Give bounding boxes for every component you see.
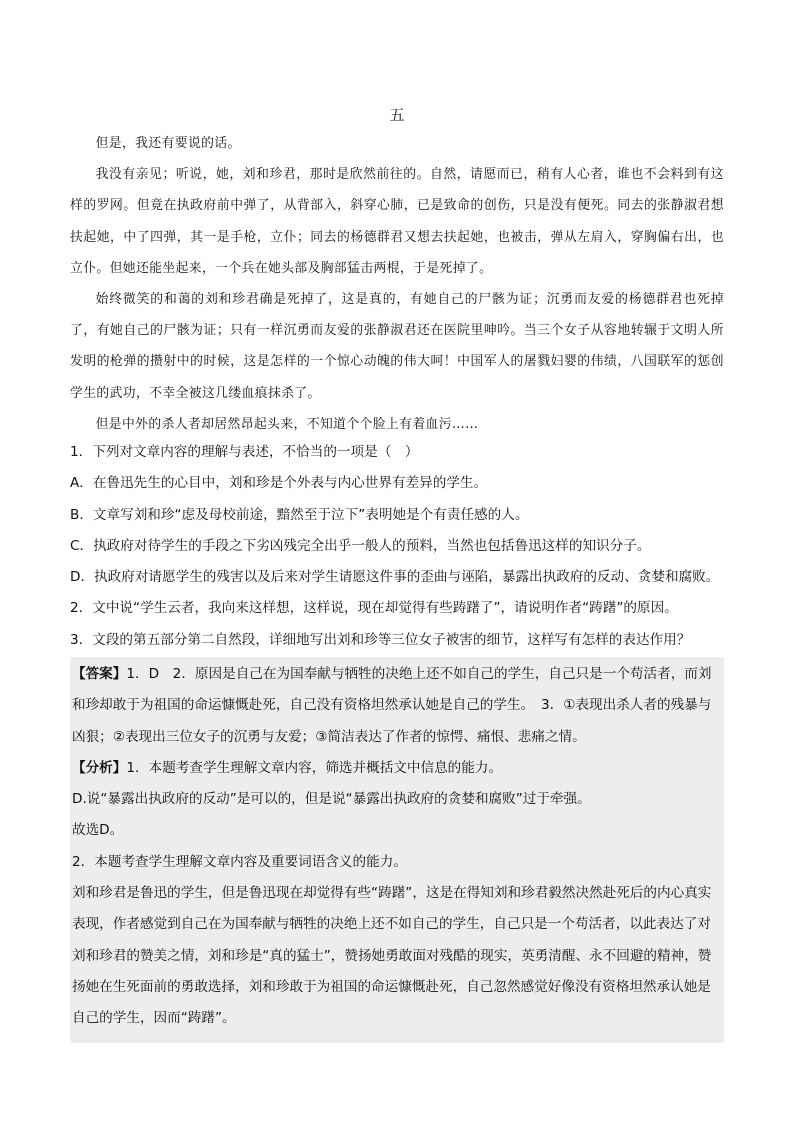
analysis-line: D.说“暴露出执政府的反动”是可以的，但是说“暴露出执政府的贪婪和腐败”过于牵强。 bbox=[72, 791, 591, 808]
answer-text: 1．D 2．原因是自己在为国奉献与牺牲的决绝上还不如自己的学生，自己只是一个苟活者，而刘和珍却敢于为祖国的命运慷慨赴死，自己没有资格坦然承认她是自己的学生。 3．①表现出杀人者的残暴与凶狠；②表现出三位女子的沉勇与友爱；③简洁表达了作者的惊愕、痛恨、悲痛之情。 bbox=[72, 666, 712, 745]
analysis-line bbox=[72, 753, 722, 784]
passage-paragraph: 但是，我还有要说的话。 bbox=[95, 136, 241, 151]
answer-paragraph bbox=[72, 659, 722, 753]
answer-label: 【答案】 bbox=[72, 666, 127, 682]
option-c: C．执政府对待学生的手段之下劣凶残完全出乎一般人的预料，当然也包括鲁迅这样的知识分子。 bbox=[70, 537, 651, 554]
analysis-paragraph: 刘和珍君是鲁迅的学生，但是鲁迅现在却觉得有些“踌躇”，这是在得知刘和珍君毅然决然赴死后的内心真实表现，作者感觉到自己在为国奉献与牺牲的决绝上还不如自己的学生，自己只是一个苟活者，以此表达了对刘和珍君的赞美之情，刘和珍是“真的猛士”，赞扬她勇敢面对残酷的现实，英勇清醒、永不回避的精神，赞扬她在生死面前的勇敢选择，刘和珍敢于为祖国的命运慷慨赴死，自己忽然感觉好像没有资格坦然承认她是自己的学生，因而“踌躇”。 bbox=[72, 885, 712, 1027]
analysis-line: 2．本题考查学生理解文章内容及重要词语含义的能力。 bbox=[72, 853, 407, 870]
analysis-label: 【分析】 bbox=[72, 759, 127, 776]
question-3: 3．文段的第五部分第二自然段，详细地写出刘和珍等三位女子被害的细节，这样写有怎样的表达作用？ bbox=[70, 631, 691, 648]
passage bbox=[70, 128, 724, 440]
answer-analysis-block bbox=[70, 657, 724, 1043]
question-2: 2．文中说“学生云者，我向来这样想，这样说，现在却觉得有些踌躇了”，请说明作者“踌躇”的原因。 bbox=[70, 600, 678, 617]
analysis-text: 1．本题考查学生理解文章内容，筛选并概括文中信息的能力。 bbox=[126, 759, 503, 776]
passage-paragraph: 始终微笑的和蔼的刘和珍君确是死掉了，这是真的，有她自己的尸骸为证；沉勇而友爱的杨德群君也死掉了，有她自己的尸骸为证；只有一样沉勇而友爱的张静淑君还在医院里呻吟。当三个女子从容地转辗于文明人所发明的枪弹的攒射中的时候，这是怎样的一个惊心动魄的伟大呵！中国军人的屠戮妇婴的伟绩，八国联军的惩创学生的武功，不幸全被这几缕血痕抹杀了。 bbox=[70, 292, 724, 401]
analysis-line: 故选D。 bbox=[72, 822, 124, 839]
question-1: 1．下列对文章内容的理解与表述，不恰当的一项是（ ） bbox=[70, 444, 419, 460]
option-a: A．在鲁迅先生的心目中，刘和珍是个外表与内心世界有差异的学生。 bbox=[70, 475, 488, 492]
section-heading: 五 bbox=[389, 106, 405, 124]
option-d: D．执政府对请愿学生的残害以及后来对学生请愿这件事的歪曲与诬陷，暴露出执政府的反动、贪婪和腐败。 bbox=[70, 569, 720, 586]
question-list bbox=[70, 437, 730, 656]
passage-paragraph: 但是中外的杀人者却居然昂起头来，不知道个个脸上有着血污…… bbox=[95, 416, 479, 432]
passage-paragraph: 我没有亲见；听说，她，刘和珍君，那时是欣然前往的。自然，请愿而已，稍有人心者，谁也不会料到有这样的罗网。但竟在执政府前中弹了，从背部入，斜穿心肺，已是致命的创伤，只是没有便死。同去的张静淑君想扶起她，中了四弹，其一是手枪，立仆；同去的杨德群君又想去扶起她，也被击，弹从左肩入，穿胸偏右出，也立仆。但她还能坐起来，一个兵在她头部及胸部猛击两棍，于是死掉了。 bbox=[70, 167, 724, 276]
option-b: B．文章写刘和珍“虑及母校前途，黯然至于泣下”表明她是个有责任感的人。 bbox=[70, 506, 529, 523]
